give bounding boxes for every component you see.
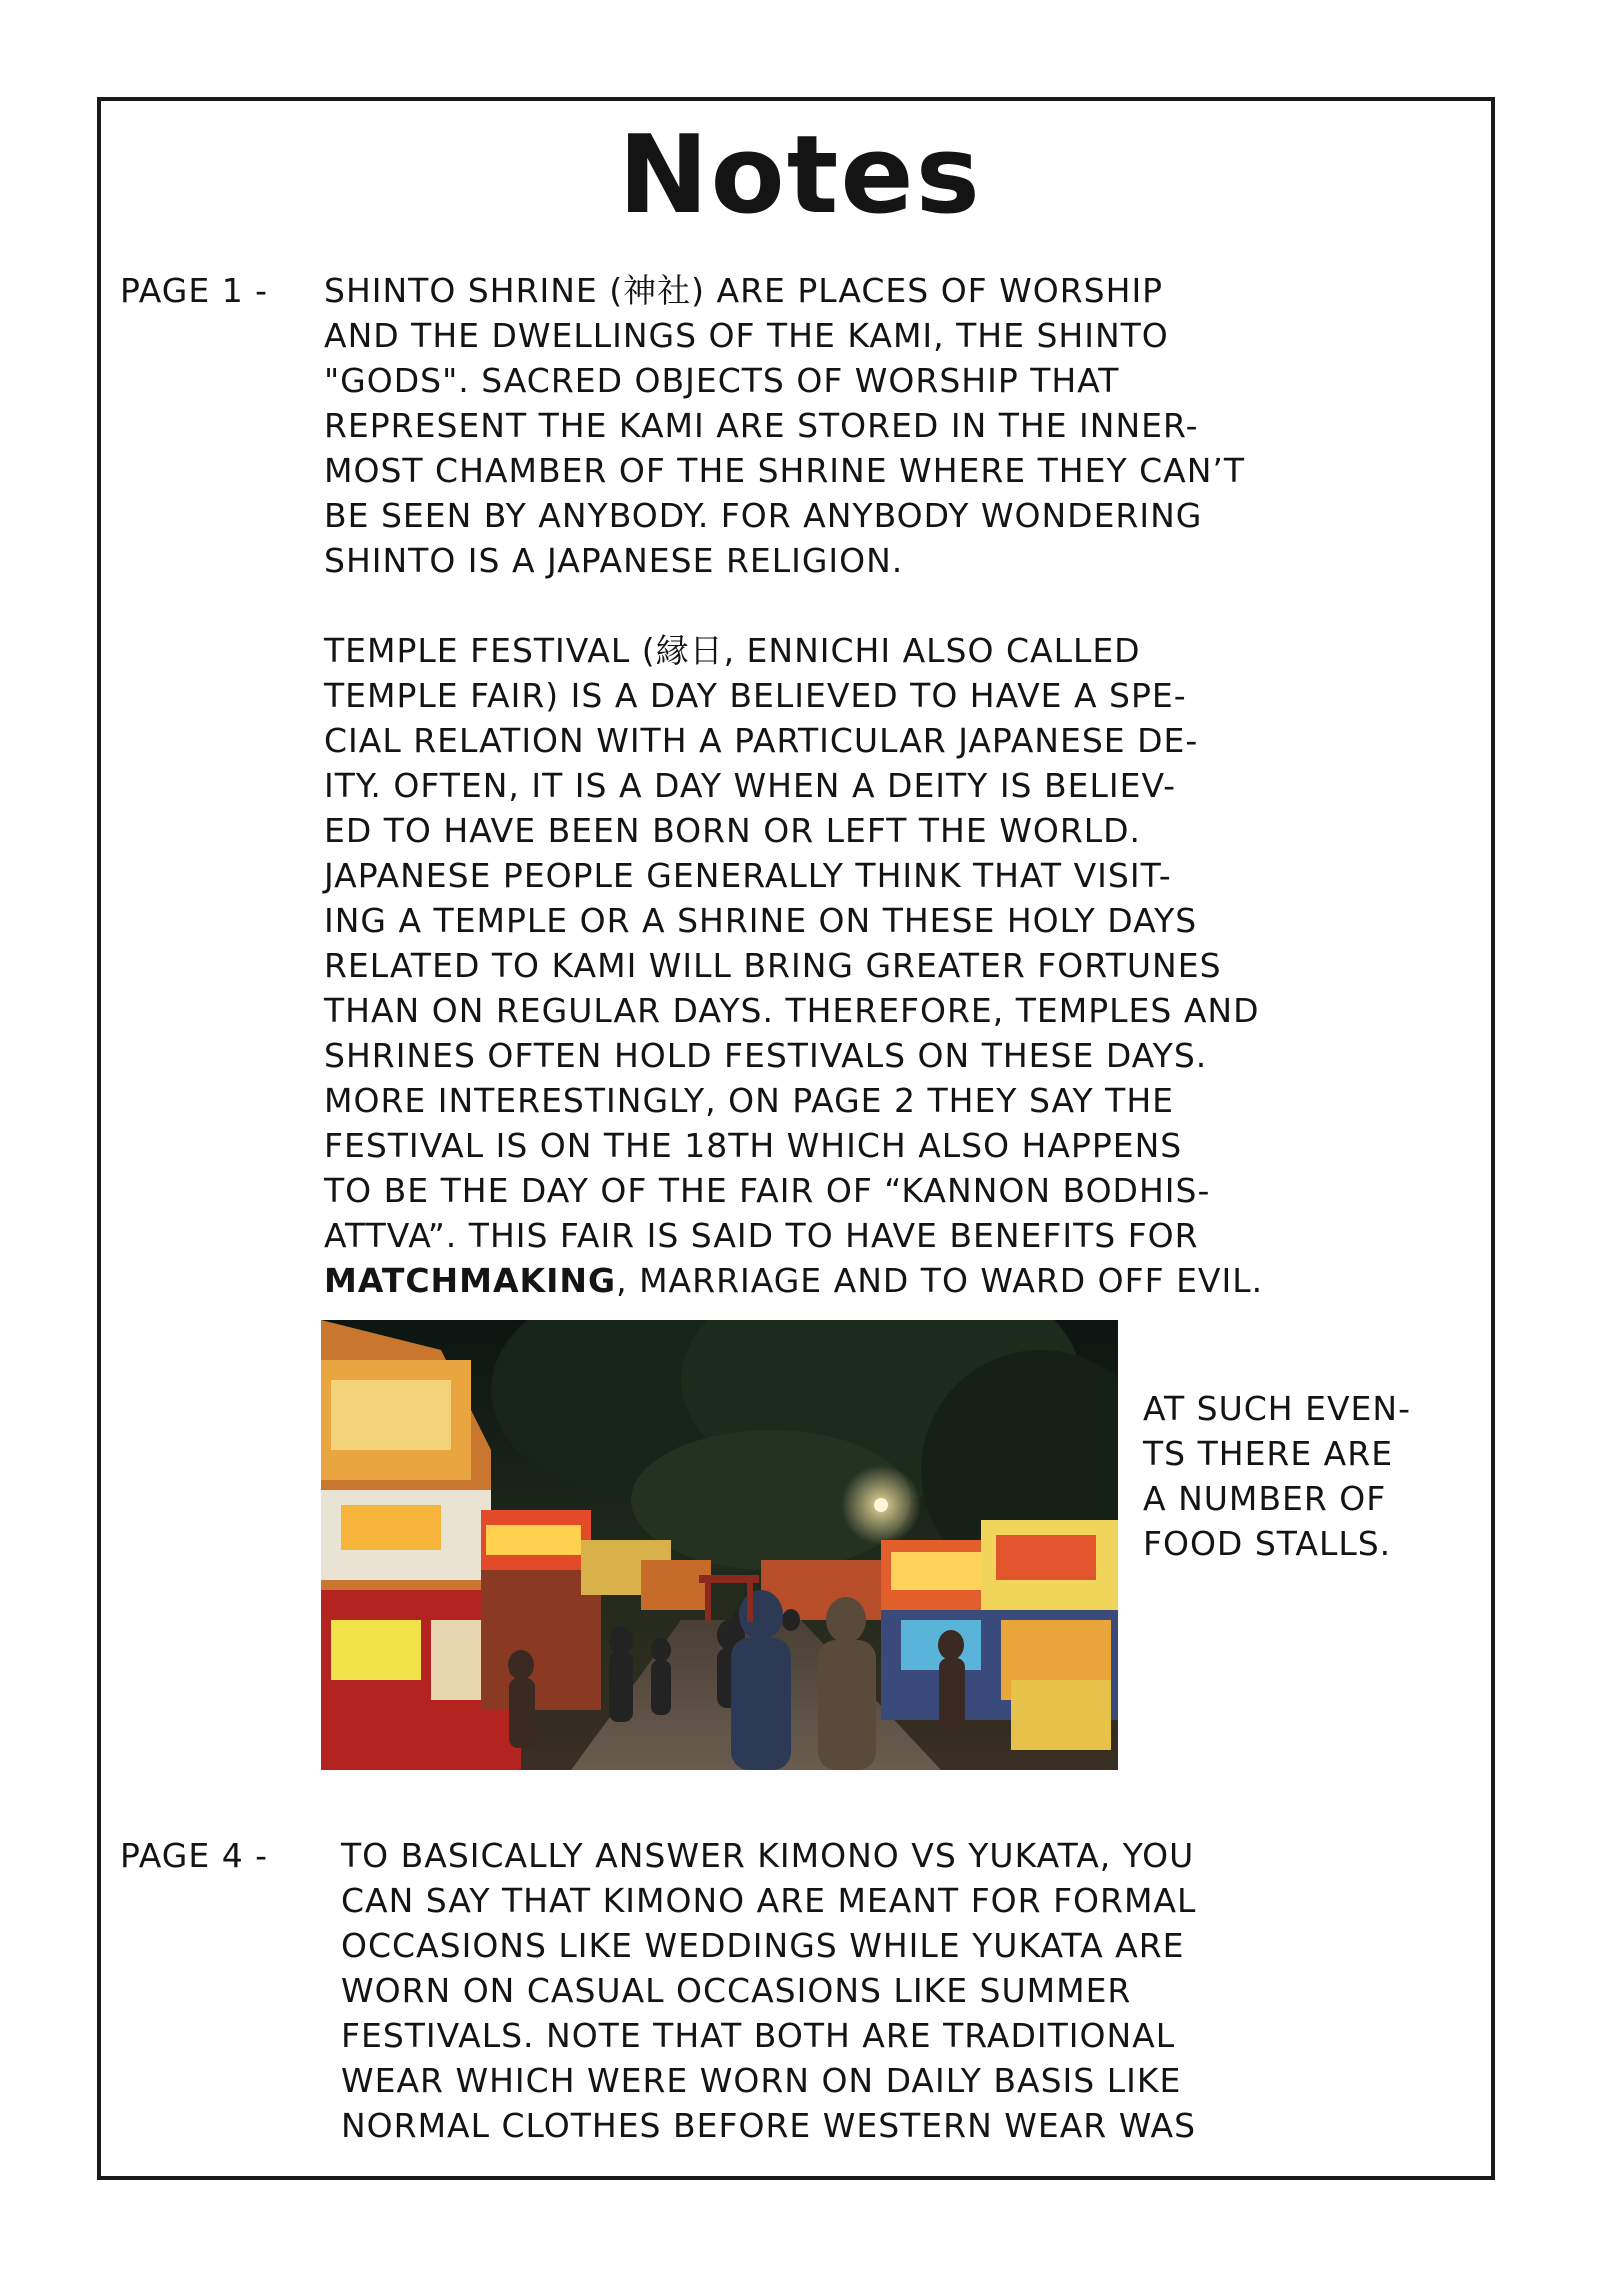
text-line: SHINTO SHRINE (神社) ARE PLACES OF WORSHIP xyxy=(324,271,1164,310)
text-line: ING A TEMPLE OR A SHRINE ON THESE HOLY DAYS xyxy=(324,901,1198,940)
text-line: TO BE THE DAY OF THE FAIR OF “KANNON BODHIS- xyxy=(324,1171,1211,1210)
caption-line: AT SUCH EVEN- xyxy=(1143,1389,1411,1428)
page4-paragraph-kimono-yukata xyxy=(341,1833,1196,2148)
text-line-rest: , MARRIAGE AND TO WARD OFF EVIL. xyxy=(616,1261,1264,1300)
text-line: THAN ON REGULAR DAYS. THEREFORE, TEMPLES AND xyxy=(324,991,1260,1030)
photo-caption xyxy=(1143,1386,1411,1566)
text-line: WORN ON CASUAL OCCASIONS LIKE SUMMER xyxy=(341,1971,1132,2010)
matchmaking-bold-text: MATCHMAKING xyxy=(324,1261,617,1300)
page1-paragraph-temple-festival xyxy=(324,628,1263,1303)
text-line: JAPANESE PEOPLE GENERALLY THINK THAT VISIT- xyxy=(324,856,1172,895)
text-line: RELATED TO KAMI WILL BRING GREATER FORTUNES xyxy=(324,946,1222,985)
page-title: Notes xyxy=(618,113,982,238)
text-line: "GODS". SACRED OBJECTS OF WORSHIP THAT xyxy=(324,361,1120,400)
text-line: FESTIVALS. NOTE THAT BOTH ARE TRADITIONAL xyxy=(341,2016,1176,2055)
text-line: SHINTO IS A JAPANESE RELIGION. xyxy=(324,541,904,580)
text-line: CIAL RELATION WITH A PARTICULAR JAPANESE DE- xyxy=(324,721,1199,760)
page1-paragraph-shinto xyxy=(324,268,1245,583)
text-line: WEAR WHICH WERE WORN ON DAILY BASIS LIKE xyxy=(341,2061,1182,2100)
caption-line: A NUMBER OF xyxy=(1143,1479,1387,1518)
text-line: TO BASICALLY ANSWER KIMONO VS YUKATA, YOU xyxy=(341,1836,1195,1875)
text-line-final xyxy=(324,1258,1263,1303)
text-line: ED TO HAVE BEEN BORN OR LEFT THE WORLD. xyxy=(324,811,1142,850)
text-line: BE SEEN BY ANYBODY. FOR ANYBODY WONDERING xyxy=(324,496,1203,535)
page4-label: PAGE 4 - xyxy=(120,1836,269,1875)
caption-line: FOOD STALLS. xyxy=(1143,1524,1392,1563)
text-line: MOST CHAMBER OF THE SHRINE WHERE THEY CAN’T xyxy=(324,451,1246,490)
festival-stalls-photo xyxy=(321,1320,1118,1770)
text-line: TEMPLE FESTIVAL (縁日, ENNICHI ALSO CALLED xyxy=(324,631,1141,670)
text-line: ATTVA”. THIS FAIR IS SAID TO HAVE BENEFITS FOR xyxy=(324,1216,1199,1255)
text-line: TEMPLE FAIR) IS A DAY BELIEVED TO HAVE A SPE- xyxy=(324,676,1187,715)
text-line: CAN SAY THAT KIMONO ARE MEANT FOR FORMAL xyxy=(341,1881,1197,1920)
text-line: REPRESENT THE KAMI ARE STORED IN THE INNER- xyxy=(324,406,1199,445)
text-line: SHRINES OFTEN HOLD FESTIVALS ON THESE DAYS. xyxy=(324,1036,1208,1075)
page1-label: PAGE 1 - xyxy=(120,271,269,310)
text-line: AND THE DWELLINGS OF THE KAMI, THE SHINTO xyxy=(324,316,1169,355)
text-line: NORMAL CLOTHES BEFORE WESTERN WEAR WAS xyxy=(341,2106,1197,2145)
text-line: ITY. OFTEN, IT IS A DAY WHEN A DEITY IS BELIEV- xyxy=(324,766,1177,805)
text-line: OCCASIONS LIKE WEDDINGS WHILE YUKATA ARE xyxy=(341,1926,1185,1965)
text-line: FESTIVAL IS ON THE 18TH WHICH ALSO HAPPENS xyxy=(324,1126,1183,1165)
text-line: MORE INTERESTINGLY, ON PAGE 2 THEY SAY THE xyxy=(324,1081,1175,1120)
caption-line: TS THERE ARE xyxy=(1143,1434,1394,1473)
